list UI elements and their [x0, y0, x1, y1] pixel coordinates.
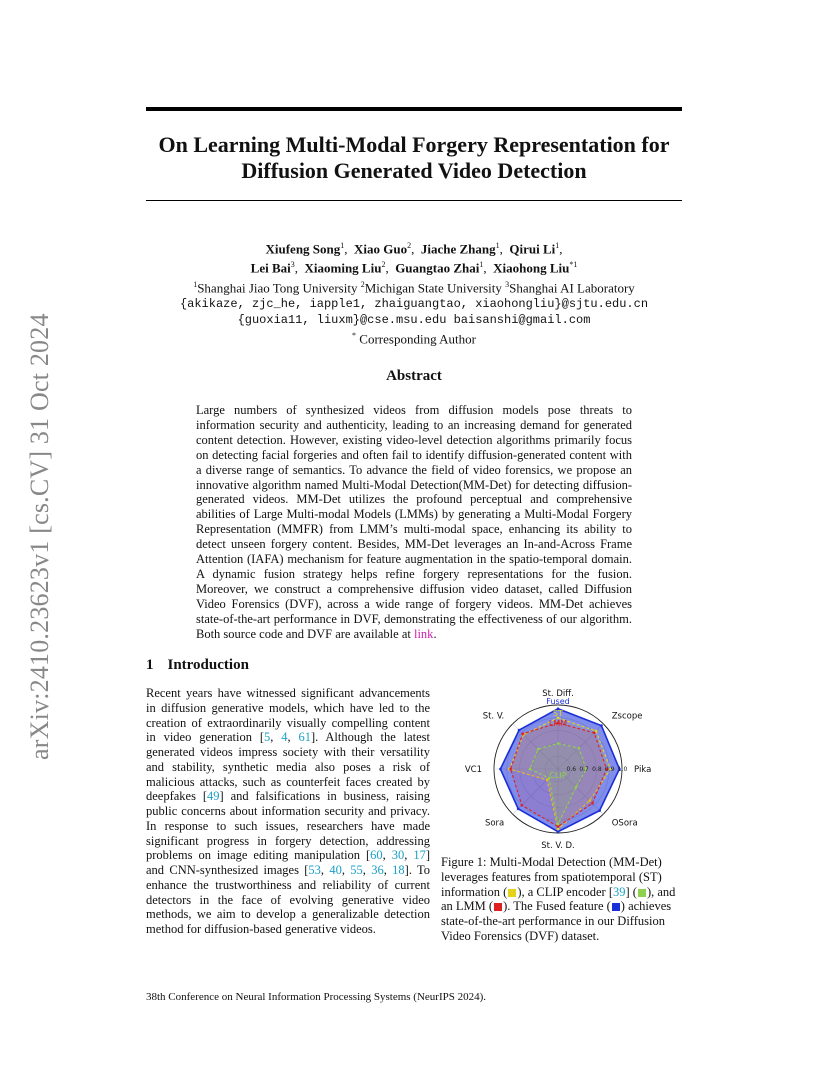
caption-text: ] (: [625, 884, 637, 899]
fused-color-swatch: [612, 903, 620, 911]
conference-footer: 38th Conference on Neural Information Processing Systems (NeurIPS 2024).: [146, 991, 487, 1003]
radial-tick-label: 0.9: [604, 766, 615, 773]
radar-point-lmm: [520, 804, 523, 807]
author-name: Guangtao Zhai: [395, 260, 480, 276]
radar-axis-label: St. V.: [482, 711, 505, 722]
email-line-1: {akikaze, zjc_he, iapple1, zhaiguangtao, xiaohongliu}@sjtu.edu.cn: [179, 296, 649, 311]
radar-axis-label: St. Diff.: [542, 689, 574, 699]
figure-caption: [441, 855, 683, 944]
author-line-2: Lei Bai$^3$, Xiaoming Liu$^2$, Guangtao Zhai$^1$, Xiaohong Liu$^{*1}$: [250, 260, 578, 276]
intro-text: ] and falsifications in business, raising public concerns about information security and privacy. In response to such issues, researchers have made significant progress in forgery detection, addressing problems on image editing manipulation [: [146, 789, 430, 863]
radar-series-label: Fused: [546, 697, 570, 706]
caption-text: ) achieves state-of-the-art performance in our Diffusion Video Forensics (DVF) dataset.: [441, 899, 672, 943]
radar-axis-label: OSora: [611, 818, 638, 829]
citation-link[interactable]: 17: [413, 848, 426, 863]
citation-link[interactable]: 40: [329, 863, 342, 877]
radar-point-fused: [499, 768, 502, 771]
abstract-end: .: [433, 626, 437, 641]
corresponding-label: Corresponding Author: [359, 331, 476, 347]
caption-text: ), a CLIP encoder [: [517, 884, 613, 899]
email-line-2: {guoxia11, liuxm}@cse.msu.edu baisanshi@gmail.com: [237, 312, 591, 327]
abstract-body: [196, 403, 632, 642]
radar-axis-label: Sora: [484, 818, 505, 829]
author-affiliation-mark: 1: [555, 241, 560, 250]
author-affiliation-mark: 3: [290, 260, 295, 270]
radial-tick-label: 0.7: [579, 766, 589, 773]
section-heading: [146, 657, 263, 674]
author-name: Lei Bai: [250, 260, 291, 276]
author-affiliation-mark: 2: [381, 260, 386, 270]
citation-link[interactable]: 60: [370, 848, 383, 863]
title-line-1: On Learning Multi-Modal Forgery Representation for: [158, 132, 670, 157]
affiliation-line: $^1$Shanghai Jiao Tong University $^2$Michigan State University $^3$Shanghai AI Laboratory: [193, 279, 635, 295]
section-title: Introduction: [167, 657, 249, 673]
radar-axis-label: Zscope: [611, 711, 643, 722]
author-name: Jiache Zhang: [420, 241, 496, 257]
author-affiliation-mark: 1: [340, 241, 345, 250]
intro-text: ]. To enhance the trustworthiness and reliability of current detectors in the face of evolving generative video methods, we aim to develop a generalizable detection method for diffusion-based generative videos.: [146, 863, 431, 936]
radar-point-fused: [518, 729, 521, 732]
section-number: 1: [146, 657, 154, 673]
st-color-swatch: [508, 889, 516, 897]
radar-point-lmm: [593, 731, 596, 734]
title-line-2: Diffusion Generated Video Detection: [241, 158, 587, 183]
radar-point-fused: [600, 724, 603, 727]
radar-point-clip: [537, 748, 540, 751]
citation-link[interactable]: 5: [263, 730, 271, 745]
author-affiliation-mark: 1: [495, 241, 500, 250]
intro-text: Recent years have witnessed significant advancements in diffusion generative models, which have led to the creation of extraordinarily visually compelling content in video generation [: [146, 686, 430, 745]
radar-series-label: LMM: [548, 719, 568, 728]
caption-text: ), and an LMM (: [441, 884, 676, 914]
citation-link[interactable]: 4: [281, 730, 288, 745]
affiliation-1: Shanghai Jiao Tong University: [197, 279, 358, 295]
affiliation-3: Shanghai AI Laboratory: [509, 279, 635, 295]
author-affiliation-mark: 2: [407, 241, 412, 250]
author-name: Xiaoming Liu: [304, 260, 382, 276]
radar-series-label: ST: [553, 709, 563, 718]
citation-link[interactable]: 36: [371, 863, 384, 877]
radial-tick-label: 0.6: [566, 766, 577, 773]
author-affiliation-mark: 1: [479, 260, 484, 270]
author-affiliation-mark: *1: [569, 260, 578, 270]
author-block: [146, 238, 682, 347]
author-name: Xiao Guo: [354, 241, 408, 257]
title-bottom-rule: [146, 200, 682, 201]
citation-link[interactable]: 49: [207, 789, 220, 804]
radar-point-lmm: [591, 802, 594, 805]
author-name: Qirui Li: [509, 241, 556, 257]
abstract-text: Large numbers of synthesized videos from diffusion models pose threats to information security and authenticity, leading to an increasing demand for generated content detection. However, existing video-level detection algorithms primarily focus on detecting facial forgeries and often fail to identify diffusion-generated content with a diverse range of semantics. To advance the field of video forensics, we propose an innovative algorithm named Multi-Modal Detection(MM-Det) for detecting diffusion-generated videos. MM-Det utilizes the profound perceptual and comprehensive abilities of Large Multi-modal Models (LMMs) by generating a Multi-Modal Forgery Representation (MMFR) from LMM’s multi-modal space, enhancing its ability to detect unseen forgery content. Besides, MM-Det leverages an In-and-Across Frame Attention (IAFA) mechanism for feature augmentation in the spatio-temporal domain. A dynamic fusion strategy helps refine forgery representations for the fusion. Moreover, we construct a comprehensive diffusion video dataset, called Diffusion Video Forensics (DVF), across a wide range of forgery videos. MM-Det achieves state-of-the-art performance in DVF, demonstrating the effectiveness of our algorithm. Both source code and DVF are available at: [196, 403, 632, 641]
radar-point-clip: [557, 823, 560, 826]
caption-text: ). The Fused feature (: [503, 899, 611, 914]
radial-tick-label: 0.8: [592, 766, 602, 773]
radar-point-fused: [517, 808, 520, 811]
radar-point-lmm: [521, 732, 524, 735]
author-name: Xiufeng Song: [265, 241, 341, 257]
radar-point-clip: [557, 742, 560, 745]
intro-text: ]. Although the latest generated videos impress society with their versatility and stability, synthetic media also poses a risk of malicious attacks, such as counterfeit faces created by deepfakes [: [146, 730, 430, 804]
citation-link[interactable]: 55: [350, 863, 363, 877]
radar-point-st: [557, 828, 560, 831]
code-link[interactable]: link: [413, 626, 434, 641]
radar-point-fused: [557, 830, 560, 833]
radar-point-clip: [578, 747, 581, 750]
radar-point-clip: [575, 786, 578, 789]
author-name: Xiaohong Liu: [493, 260, 570, 276]
citation-link[interactable]: 30: [391, 848, 405, 863]
introduction-paragraph: Recent years have witnessed significant advancements in diffusion generative models, which have led to the creation of extraordinarily visually compelling content in video generation [5, 4, 61]. Although the latest generated videos impress society with their versatility and stability, synthetic media also poses a risk of malicious attacks, such as counterfeit faces created by deepfakes [49] and falsifications in business, raising public concerns about information security and privacy. In response to such issues, researchers have made significant progress in forgery detection, addressing problems on image editing manipulation [60, 30, 17] and CNN-synthesized images [53, 40, 55, 36, 18]. To enhance the trustworthiness and reliability of current detectors in the face of evolving generative video methods, we aim to develop a generalizable detection method for diffusion-based generative videos.: [146, 686, 431, 936]
citation-link[interactable]: 39: [613, 884, 626, 899]
citation-link[interactable]: 61: [298, 730, 311, 745]
title-top-rule: [146, 107, 682, 111]
caption-text: Figure 1: Multi-Modal Detection (MM-Det) leverages features from spatiotemporal (ST) information (: [441, 855, 662, 899]
radar-series-label: CLIP: [549, 771, 567, 780]
affiliation-2: Michigan State University: [364, 279, 502, 295]
intro-text: ] and CNN-synthesized images [: [146, 848, 430, 877]
paper-title: [146, 132, 682, 184]
arxiv-identifier: arXiv:2410.23623v1 [cs.CV] 31 Oct 2024: [25, 313, 54, 760]
radar-point-lmm: [557, 825, 560, 828]
radar-chart: [446, 682, 682, 854]
author-line-1: Xiufeng Song$^1$, Xiao Guo$^2$, Jiache Zhang$^1$, Qirui Li$^1$,: [265, 241, 563, 257]
radar-point-lmm: [509, 768, 512, 771]
radar-axis-label: Pika: [634, 765, 652, 775]
radial-tick-label: 1.0: [617, 766, 628, 773]
radar-point-fused: [598, 809, 601, 812]
radar-chart-figure: [446, 682, 682, 854]
radar-axis-label: St. V. D.: [541, 841, 575, 851]
radar-point-clip: [529, 768, 532, 771]
corresponding-note: * Corresponding Author: [352, 330, 476, 347]
lmm-color-swatch: [494, 903, 502, 911]
radar-axis-label: VC1: [464, 765, 482, 775]
clip-color-swatch: [638, 889, 646, 897]
abstract-heading: Abstract: [386, 368, 442, 384]
citation-link[interactable]: 18: [392, 863, 405, 877]
citation-link[interactable]: 53: [308, 863, 321, 877]
